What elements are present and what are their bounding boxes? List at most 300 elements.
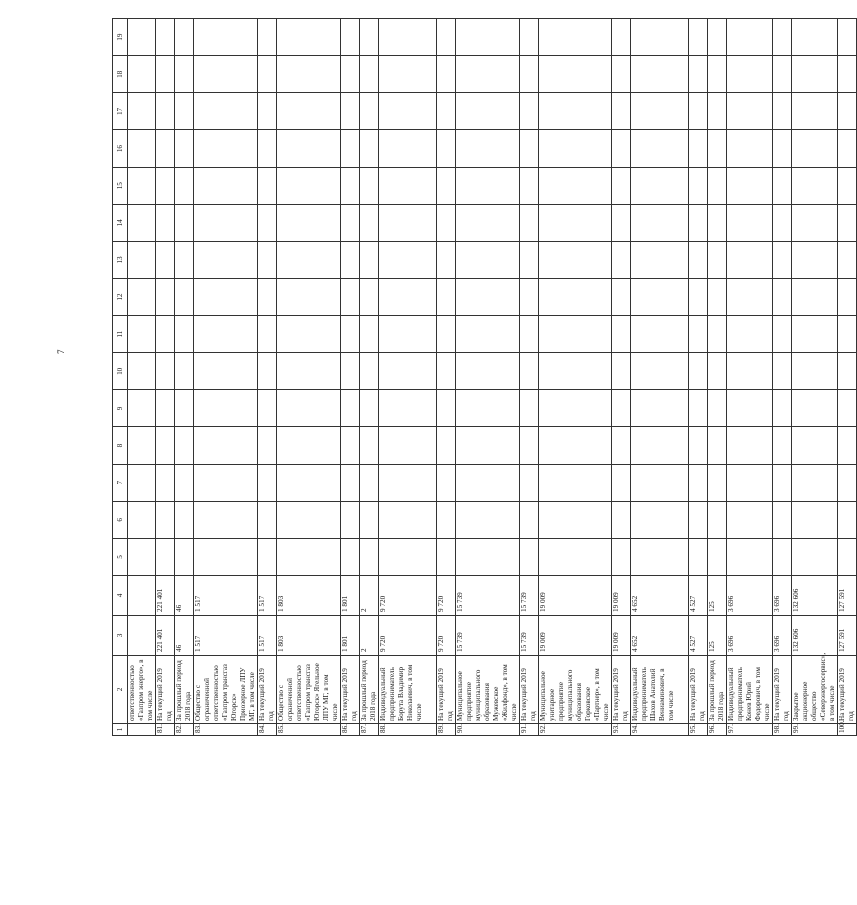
entity-name-cell: На текущий 2019 год bbox=[520, 656, 539, 724]
empty-cell bbox=[194, 241, 258, 278]
empty-cell bbox=[156, 56, 175, 93]
row-number-cell bbox=[128, 724, 156, 736]
empty-cell bbox=[689, 241, 708, 278]
row-number-cell: 90. bbox=[456, 724, 520, 736]
column-number-cell: 4 bbox=[113, 576, 128, 616]
entity-name-cell: На текущий 2019 год bbox=[341, 656, 360, 724]
empty-cell bbox=[360, 353, 379, 390]
overdue-amount-cell: 3 696 bbox=[727, 576, 773, 616]
empty-cell bbox=[277, 390, 341, 427]
entity-name-cell: На текущий 2019 год bbox=[156, 656, 175, 724]
empty-cell bbox=[727, 390, 773, 427]
row-number-cell: 94. bbox=[631, 724, 689, 736]
empty-cell bbox=[838, 241, 857, 278]
column-number-cell: 14 bbox=[113, 204, 128, 241]
empty-cell bbox=[277, 204, 341, 241]
empty-cell bbox=[689, 501, 708, 538]
column-number-cell: 15 bbox=[113, 167, 128, 204]
empty-cell bbox=[341, 93, 360, 130]
empty-cell bbox=[175, 538, 194, 575]
empty-cell bbox=[277, 353, 341, 390]
empty-cell bbox=[612, 316, 631, 353]
column-number-cell: 16 bbox=[113, 130, 128, 167]
empty-cell bbox=[156, 316, 175, 353]
row-number-cell: 87. bbox=[360, 724, 379, 736]
empty-cell bbox=[277, 316, 341, 353]
empty-cell bbox=[277, 501, 341, 538]
empty-cell bbox=[437, 538, 456, 575]
entity-name-cell: На текущий 2019 год bbox=[773, 656, 792, 724]
empty-cell bbox=[175, 427, 194, 464]
empty-cell bbox=[194, 93, 258, 130]
empty-cell bbox=[379, 427, 437, 464]
total-amount-cell: 9 720 bbox=[437, 616, 456, 656]
row-number-cell: 91. bbox=[520, 724, 539, 736]
empty-cell bbox=[175, 353, 194, 390]
empty-cell bbox=[520, 316, 539, 353]
empty-cell bbox=[727, 279, 773, 316]
empty-cell bbox=[456, 353, 520, 390]
table-row bbox=[708, 19, 727, 736]
total-amount-cell: 1 803 bbox=[277, 616, 341, 656]
empty-cell bbox=[708, 130, 727, 167]
empty-cell bbox=[341, 464, 360, 501]
empty-cell bbox=[539, 538, 612, 575]
empty-cell bbox=[708, 93, 727, 130]
overdue-amount-cell bbox=[128, 576, 156, 616]
empty-cell bbox=[379, 390, 437, 427]
empty-cell bbox=[612, 204, 631, 241]
empty-cell bbox=[456, 538, 520, 575]
total-amount-cell: 132 606 bbox=[792, 616, 838, 656]
overdue-amount-cell: 9 720 bbox=[437, 576, 456, 616]
empty-cell bbox=[773, 316, 792, 353]
empty-cell bbox=[792, 19, 838, 56]
empty-cell bbox=[156, 501, 175, 538]
empty-cell bbox=[360, 316, 379, 353]
empty-cell bbox=[631, 93, 689, 130]
total-amount-cell: 221 401 bbox=[156, 616, 175, 656]
empty-cell bbox=[773, 390, 792, 427]
total-amount-cell: 19 009 bbox=[612, 616, 631, 656]
empty-cell bbox=[194, 204, 258, 241]
total-amount-cell: 1 801 bbox=[341, 616, 360, 656]
table-row bbox=[612, 19, 631, 736]
empty-cell bbox=[689, 56, 708, 93]
empty-cell bbox=[689, 130, 708, 167]
empty-cell bbox=[175, 167, 194, 204]
overdue-amount-cell: 19 009 bbox=[612, 576, 631, 616]
empty-cell bbox=[456, 19, 520, 56]
empty-cell bbox=[792, 316, 838, 353]
empty-cell bbox=[156, 204, 175, 241]
empty-cell bbox=[612, 427, 631, 464]
empty-cell bbox=[792, 93, 838, 130]
empty-cell bbox=[277, 427, 341, 464]
empty-cell bbox=[258, 167, 277, 204]
empty-cell bbox=[175, 19, 194, 56]
empty-cell bbox=[437, 130, 456, 167]
empty-cell bbox=[773, 241, 792, 278]
total-amount-cell: 19 009 bbox=[539, 616, 612, 656]
entity-name-cell: Общество с ограниченной ответственностью «Газпром трансгаз Югорск» Ягельное ЛПУ МГ, в том числе bbox=[277, 656, 341, 724]
entity-name-cell: На текущий 2019 год bbox=[258, 656, 277, 724]
empty-cell bbox=[838, 427, 857, 464]
empty-cell bbox=[792, 538, 838, 575]
debt-table-sheet bbox=[112, 18, 855, 736]
row-number-cell: 82. bbox=[175, 724, 194, 736]
empty-cell bbox=[708, 56, 727, 93]
table-row bbox=[773, 19, 792, 736]
empty-cell bbox=[194, 316, 258, 353]
empty-cell bbox=[838, 19, 857, 56]
empty-cell bbox=[631, 538, 689, 575]
empty-cell bbox=[156, 427, 175, 464]
empty-cell bbox=[437, 167, 456, 204]
empty-cell bbox=[437, 353, 456, 390]
empty-cell bbox=[631, 501, 689, 538]
empty-cell bbox=[631, 464, 689, 501]
empty-cell bbox=[156, 241, 175, 278]
empty-cell bbox=[175, 316, 194, 353]
table-row bbox=[437, 19, 456, 736]
row-number-cell: 81. bbox=[156, 724, 175, 736]
empty-cell bbox=[689, 279, 708, 316]
empty-cell bbox=[520, 427, 539, 464]
empty-cell bbox=[539, 390, 612, 427]
empty-cell bbox=[792, 390, 838, 427]
empty-cell bbox=[539, 316, 612, 353]
empty-cell bbox=[612, 56, 631, 93]
entity-name-cell: Муниципальное предприятие муниципального образования Мужевское «Жилфонд», в том числе bbox=[456, 656, 520, 724]
entity-name-cell: На текущий 2019 год bbox=[689, 656, 708, 724]
entity-name-cell: Индивидуальный предприниматель Борута Владимир Николаевич, в том числе bbox=[379, 656, 437, 724]
empty-cell bbox=[379, 130, 437, 167]
table-row bbox=[838, 19, 857, 736]
entity-name-cell: За прошлый период 2018 года bbox=[175, 656, 194, 724]
empty-cell bbox=[456, 56, 520, 93]
empty-cell bbox=[194, 427, 258, 464]
empty-cell bbox=[437, 241, 456, 278]
empty-cell bbox=[258, 130, 277, 167]
empty-cell bbox=[727, 464, 773, 501]
table-row bbox=[539, 19, 612, 736]
entity-name-cell: За прошлый период 2018 года bbox=[708, 656, 727, 724]
empty-cell bbox=[437, 390, 456, 427]
empty-cell bbox=[379, 19, 437, 56]
empty-cell bbox=[379, 93, 437, 130]
total-amount-cell: 4 652 bbox=[631, 616, 689, 656]
entity-name-cell: На текущий 2019 год bbox=[612, 656, 631, 724]
empty-cell bbox=[838, 390, 857, 427]
row-number-cell: 86. bbox=[341, 724, 360, 736]
empty-cell bbox=[708, 501, 727, 538]
empty-cell bbox=[175, 56, 194, 93]
empty-cell bbox=[727, 501, 773, 538]
empty-cell bbox=[727, 427, 773, 464]
empty-cell bbox=[456, 93, 520, 130]
empty-cell bbox=[631, 241, 689, 278]
empty-cell bbox=[128, 353, 156, 390]
overdue-amount-cell: 4 652 bbox=[631, 576, 689, 616]
empty-cell bbox=[612, 19, 631, 56]
empty-cell bbox=[612, 93, 631, 130]
empty-cell bbox=[792, 427, 838, 464]
empty-cell bbox=[277, 56, 341, 93]
empty-cell bbox=[175, 279, 194, 316]
empty-cell bbox=[689, 538, 708, 575]
overdue-amount-cell: 1 517 bbox=[258, 576, 277, 616]
empty-cell bbox=[258, 353, 277, 390]
empty-cell bbox=[773, 204, 792, 241]
empty-cell bbox=[277, 167, 341, 204]
empty-cell bbox=[792, 241, 838, 278]
empty-cell bbox=[838, 353, 857, 390]
total-amount-cell: 4 527 bbox=[689, 616, 708, 656]
empty-cell bbox=[156, 93, 175, 130]
empty-cell bbox=[689, 353, 708, 390]
empty-cell bbox=[689, 167, 708, 204]
empty-cell bbox=[128, 167, 156, 204]
total-amount-cell: 2 bbox=[360, 616, 379, 656]
empty-cell bbox=[194, 279, 258, 316]
empty-cell bbox=[437, 19, 456, 56]
empty-cell bbox=[437, 427, 456, 464]
overdue-amount-cell: 127 591 bbox=[838, 576, 857, 616]
empty-cell bbox=[128, 56, 156, 93]
empty-cell bbox=[773, 538, 792, 575]
empty-cell bbox=[128, 130, 156, 167]
empty-cell bbox=[175, 464, 194, 501]
empty-cell bbox=[689, 390, 708, 427]
entity-name-cell: Общество с ограниченной ответственностью «Газпром трансгаз Югорск» Приозерное ЛПУ МГ, в том числе bbox=[194, 656, 258, 724]
empty-cell bbox=[456, 316, 520, 353]
empty-cell bbox=[156, 130, 175, 167]
column-number-cell: 3 bbox=[113, 616, 128, 656]
empty-cell bbox=[194, 56, 258, 93]
empty-cell bbox=[128, 19, 156, 56]
empty-cell bbox=[708, 464, 727, 501]
empty-cell bbox=[612, 464, 631, 501]
empty-cell bbox=[773, 167, 792, 204]
total-amount-cell: 9 720 bbox=[379, 616, 437, 656]
overdue-amount-cell: 221 401 bbox=[156, 576, 175, 616]
empty-cell bbox=[194, 501, 258, 538]
empty-cell bbox=[727, 538, 773, 575]
empty-cell bbox=[838, 538, 857, 575]
column-number-cell: 13 bbox=[113, 241, 128, 278]
empty-cell bbox=[612, 167, 631, 204]
empty-cell bbox=[631, 279, 689, 316]
empty-cell bbox=[456, 204, 520, 241]
empty-cell bbox=[379, 316, 437, 353]
empty-cell bbox=[437, 464, 456, 501]
column-number-cell: 11 bbox=[113, 316, 128, 353]
empty-cell bbox=[128, 204, 156, 241]
entity-name-cell: На текущий 2019 год bbox=[838, 656, 857, 724]
overdue-amount-cell: 46 bbox=[175, 576, 194, 616]
empty-cell bbox=[175, 204, 194, 241]
total-amount-cell: 1 517 bbox=[258, 616, 277, 656]
empty-cell bbox=[631, 19, 689, 56]
empty-cell bbox=[379, 279, 437, 316]
empty-cell bbox=[194, 130, 258, 167]
page-number: 7 bbox=[56, 349, 66, 354]
table-row bbox=[194, 19, 258, 736]
empty-cell bbox=[539, 501, 612, 538]
overdue-amount-cell: 2 bbox=[360, 576, 379, 616]
entity-name-cell: Закрытое акционерное общество «Северэнергосервис», в том числе bbox=[792, 656, 838, 724]
empty-cell bbox=[194, 353, 258, 390]
empty-cell bbox=[379, 501, 437, 538]
empty-cell bbox=[360, 279, 379, 316]
empty-cell bbox=[360, 501, 379, 538]
overdue-amount-cell: 3 696 bbox=[773, 576, 792, 616]
empty-cell bbox=[360, 464, 379, 501]
empty-cell bbox=[520, 19, 539, 56]
row-number-cell: 96. bbox=[708, 724, 727, 736]
empty-cell bbox=[156, 353, 175, 390]
empty-cell bbox=[360, 204, 379, 241]
empty-cell bbox=[520, 167, 539, 204]
empty-cell bbox=[838, 316, 857, 353]
empty-cell bbox=[277, 538, 341, 575]
table-row bbox=[156, 19, 175, 736]
column-number-cell: 18 bbox=[113, 56, 128, 93]
empty-cell bbox=[708, 204, 727, 241]
row-number-cell: 85. bbox=[277, 724, 341, 736]
entity-name-cell: На текущий 2019 год bbox=[437, 656, 456, 724]
empty-cell bbox=[456, 279, 520, 316]
row-number-cell: 100. bbox=[838, 724, 857, 736]
entity-name-cell: Индивидуальный предприниматель Конев Юрий Федорович, в том числе bbox=[727, 656, 773, 724]
total-amount-cell: 3 696 bbox=[727, 616, 773, 656]
empty-cell bbox=[128, 93, 156, 130]
empty-cell bbox=[838, 130, 857, 167]
overdue-amount-cell: 1 803 bbox=[277, 576, 341, 616]
empty-cell bbox=[631, 204, 689, 241]
column-number-cell: 8 bbox=[113, 427, 128, 464]
empty-cell bbox=[792, 204, 838, 241]
empty-cell bbox=[612, 501, 631, 538]
empty-cell bbox=[277, 241, 341, 278]
empty-cell bbox=[631, 167, 689, 204]
row-number-cell: 84. bbox=[258, 724, 277, 736]
empty-cell bbox=[258, 279, 277, 316]
empty-cell bbox=[689, 93, 708, 130]
empty-cell bbox=[379, 241, 437, 278]
overdue-amount-cell: 15 739 bbox=[520, 576, 539, 616]
empty-cell bbox=[689, 464, 708, 501]
empty-cell bbox=[341, 353, 360, 390]
row-number-cell: 99. bbox=[792, 724, 838, 736]
empty-cell bbox=[520, 538, 539, 575]
overdue-amount-cell: 1 801 bbox=[341, 576, 360, 616]
empty-cell bbox=[341, 279, 360, 316]
empty-cell bbox=[360, 56, 379, 93]
empty-cell bbox=[258, 93, 277, 130]
empty-cell bbox=[727, 241, 773, 278]
empty-cell bbox=[341, 427, 360, 464]
total-amount-cell: 1 517 bbox=[194, 616, 258, 656]
empty-cell bbox=[773, 130, 792, 167]
empty-cell bbox=[631, 390, 689, 427]
empty-cell bbox=[258, 538, 277, 575]
row-number-cell: 93. bbox=[612, 724, 631, 736]
empty-cell bbox=[539, 56, 612, 93]
row-number-cell: 83. bbox=[194, 724, 258, 736]
empty-cell bbox=[727, 204, 773, 241]
total-amount-cell: 127 591 bbox=[838, 616, 857, 656]
table-row bbox=[175, 19, 194, 736]
empty-cell bbox=[727, 93, 773, 130]
empty-cell bbox=[258, 464, 277, 501]
empty-cell bbox=[175, 93, 194, 130]
empty-cell bbox=[175, 241, 194, 278]
debt-table bbox=[112, 18, 857, 736]
empty-cell bbox=[360, 427, 379, 464]
empty-cell bbox=[360, 93, 379, 130]
entity-name-cell: За прошлый период 2018 года bbox=[360, 656, 379, 724]
empty-cell bbox=[258, 427, 277, 464]
total-amount-cell: 15 739 bbox=[520, 616, 539, 656]
entity-name-cell: ответственностью «Газпром энерго», в том числе bbox=[128, 656, 156, 724]
empty-cell bbox=[258, 501, 277, 538]
empty-cell bbox=[156, 167, 175, 204]
column-number-cell: 17 bbox=[113, 93, 128, 130]
empty-cell bbox=[360, 167, 379, 204]
empty-cell bbox=[341, 204, 360, 241]
empty-cell bbox=[838, 279, 857, 316]
empty-cell bbox=[838, 56, 857, 93]
empty-cell bbox=[456, 501, 520, 538]
empty-cell bbox=[773, 56, 792, 93]
overdue-amount-cell: 19 009 bbox=[539, 576, 612, 616]
empty-cell bbox=[838, 204, 857, 241]
empty-cell bbox=[456, 241, 520, 278]
empty-cell bbox=[708, 427, 727, 464]
empty-cell bbox=[341, 241, 360, 278]
empty-cell bbox=[379, 538, 437, 575]
overdue-amount-cell: 15 739 bbox=[456, 576, 520, 616]
table-row bbox=[341, 19, 360, 736]
table-row bbox=[360, 19, 379, 736]
empty-cell bbox=[156, 279, 175, 316]
empty-cell bbox=[128, 538, 156, 575]
empty-cell bbox=[437, 56, 456, 93]
empty-cell bbox=[539, 241, 612, 278]
empty-cell bbox=[539, 167, 612, 204]
empty-cell bbox=[258, 390, 277, 427]
empty-cell bbox=[379, 56, 437, 93]
empty-cell bbox=[792, 56, 838, 93]
empty-cell bbox=[838, 167, 857, 204]
empty-cell bbox=[612, 279, 631, 316]
empty-cell bbox=[631, 353, 689, 390]
empty-cell bbox=[612, 130, 631, 167]
total-amount-cell: 46 bbox=[175, 616, 194, 656]
empty-cell bbox=[520, 93, 539, 130]
overdue-amount-cell: 9 720 bbox=[379, 576, 437, 616]
table-row bbox=[379, 19, 437, 736]
column-number-cell: 5 bbox=[113, 538, 128, 575]
empty-cell bbox=[539, 204, 612, 241]
empty-cell bbox=[631, 427, 689, 464]
empty-cell bbox=[727, 353, 773, 390]
empty-cell bbox=[631, 316, 689, 353]
empty-cell bbox=[277, 93, 341, 130]
empty-cell bbox=[341, 538, 360, 575]
